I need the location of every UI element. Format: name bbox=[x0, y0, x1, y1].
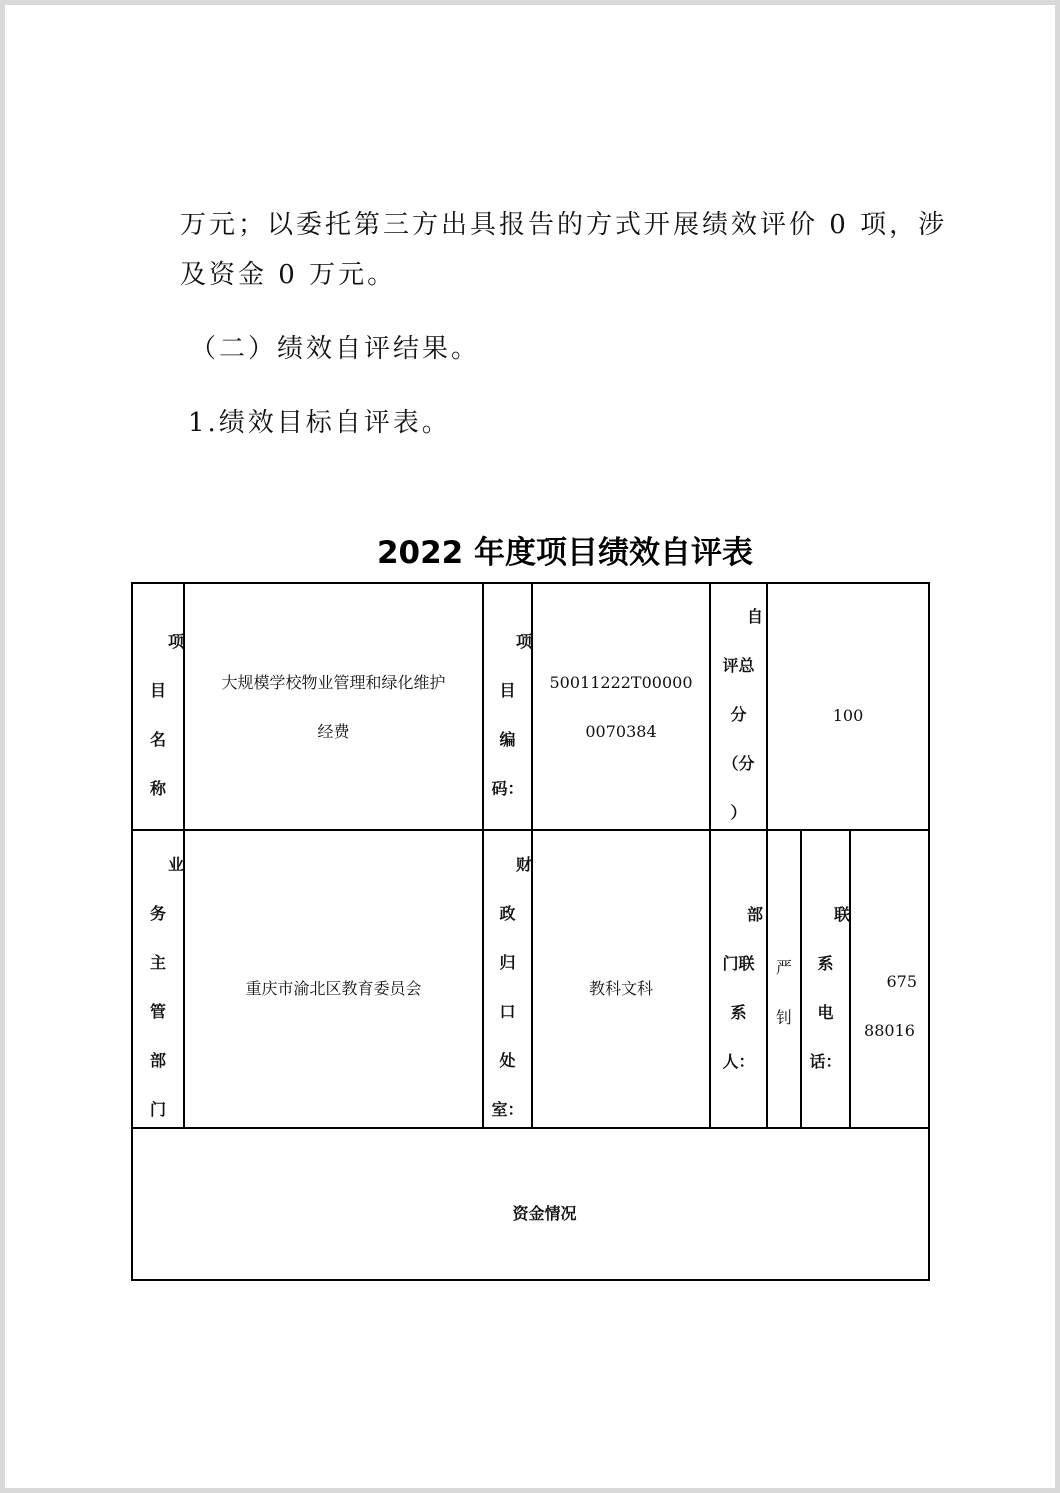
subsection-heading: 1.绩效目标自评表。 bbox=[188, 408, 451, 438]
section-heading: （二）绩效自评结果。 bbox=[190, 334, 481, 364]
funds-section-label: 资金情况 bbox=[512, 1203, 577, 1223]
label-total-score: 自 评总 分 （分 ） bbox=[722, 607, 763, 822]
finance-office-value: 教科文科 bbox=[588, 978, 653, 998]
label-project-name: 项 目 名 称 bbox=[149, 632, 184, 798]
department-value: 重庆市渝北区教育委员会 bbox=[245, 978, 422, 998]
label-project-code: 项 目 编 码： bbox=[491, 632, 532, 798]
project-name-value: 大规模学校物业管理和绿化维护 经费 bbox=[221, 672, 446, 741]
label-contact-person: 部 门联 系 人： bbox=[722, 905, 763, 1071]
table-title: 2022 年度项目绩效自评表 bbox=[376, 535, 754, 571]
phone-value: 675 88016 bbox=[864, 972, 917, 1040]
label-department: 业 务 主 管 部 门 bbox=[149, 855, 184, 1119]
total-score-value: 100 bbox=[832, 705, 864, 725]
paragraph-line: 及资金 0 万元。 bbox=[180, 260, 397, 290]
label-phone: 联 系 电 话： bbox=[809, 905, 850, 1071]
paragraph-line: 万元；以委托第三方出具报告的方式开展绩效评价 0 项，涉 bbox=[180, 210, 948, 240]
contact-person-value: 严 钊 bbox=[775, 958, 792, 1027]
label-finance-office: 财 政 归 口 处 室： bbox=[491, 855, 532, 1119]
project-code-value: 50011222T00000 0070384 bbox=[549, 672, 693, 741]
